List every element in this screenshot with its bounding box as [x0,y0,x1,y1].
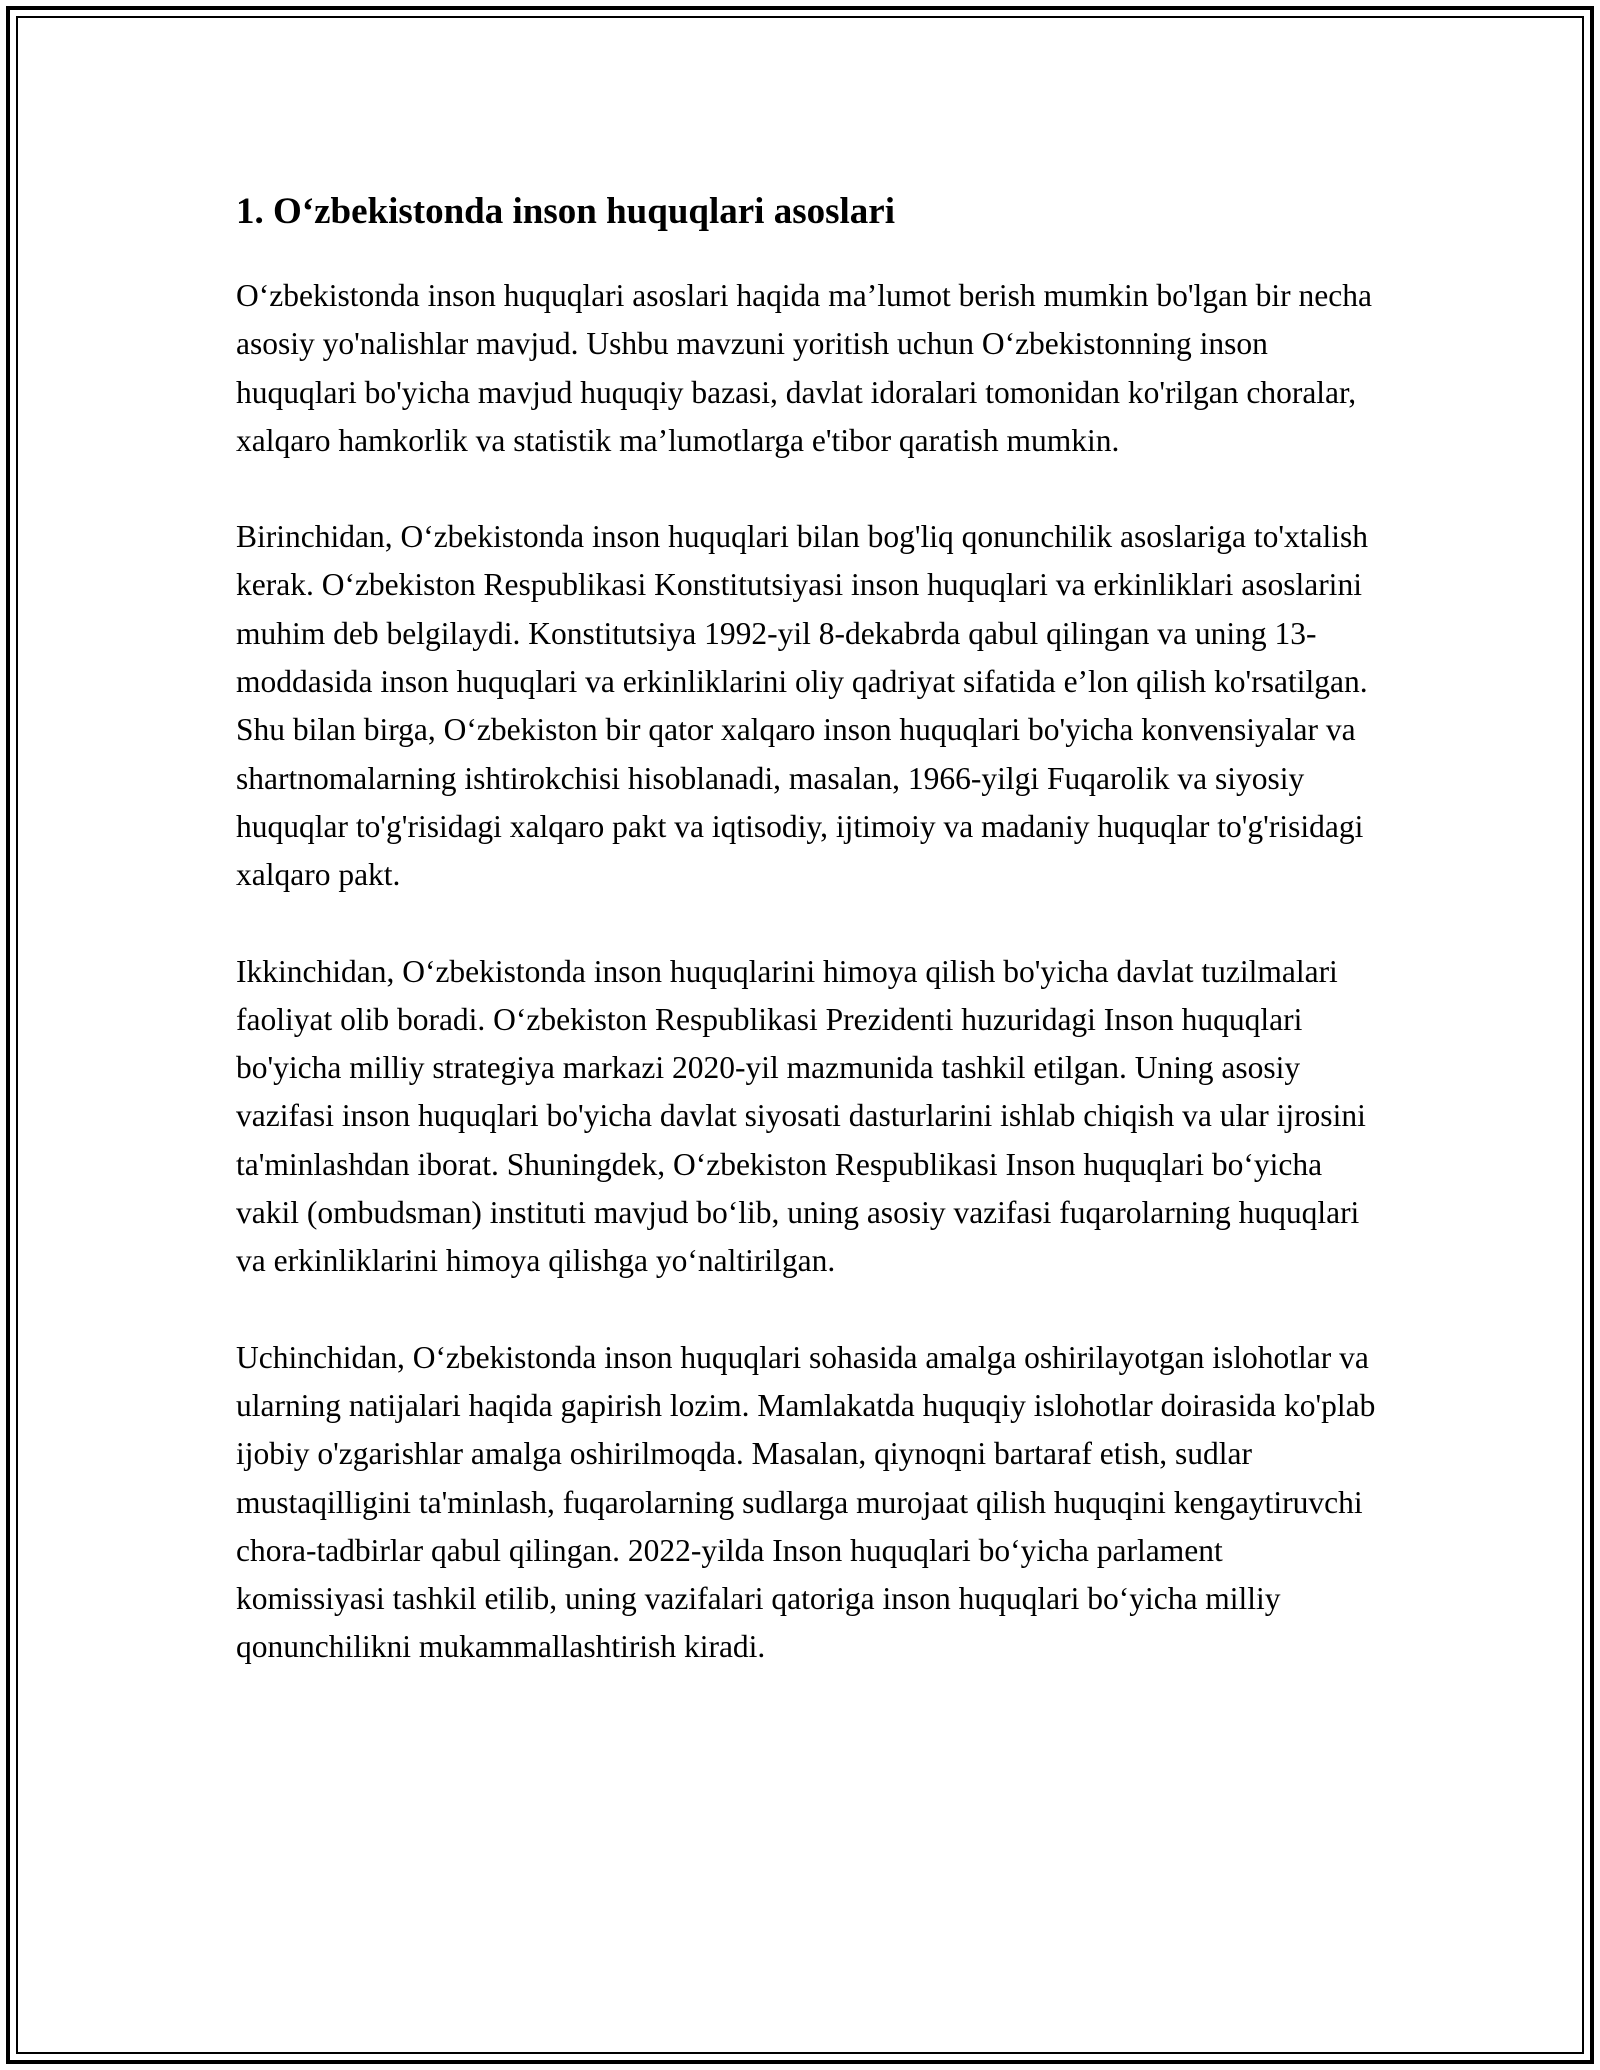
paragraph-third: Uchinchidan, O‘zbekistonda inson huquqlari sohasida amalga oshirilayotgan islohotlar va ularning natijalari haqida gapirish lozim. Mamlakatda huquqiy islohotlar doirasida ko'plab ijobiy o'zgarishlar amalga oshirilmoqda. Masalan, qiynoqni bartaraf etish, sudlar mustaqilligini ta'minlash, fuqarolarning sudlarga murojaat qilish huquqini kengaytiruvchi chora-tadbirlar qabul qilingan. 2022-yilda Inson huquqlari bo‘yicha parlament komissiyasi tashkil etilib, uning vazifalari qatoriga inson huquqlari bo‘yicha milliy qonunchilikni mukammallashtirish kiradi. [236,1339,1376,1665]
section-heading: 1. O‘zbekistonda inson huquqlari asoslari [236,191,895,232]
paragraph-intro: O‘zbekistonda inson huquqlari asoslari haqida ma’lumot berish mumkin bo'lgan bir necha asosiy yo'nalishlar mavjud. Ushbu mavzuni yoritish uchun O‘zbekistonning inson huquqlari bo'yicha mavjud huquqiy bazasi, davlat idoralari tomonidan ko'rilgan choralar, xalqaro hamkorlik va statistik ma’lumotlarga e'tibor qaratish mumkin. [236,278,1372,458]
document-body [236,186,1376,1720]
paragraph-first: Birinchidan, O‘zbekistonda inson huquqlari bilan bog'liq qonunchilik asoslariga to'xtalish kerak. O‘zbekiston Respublikasi Konstitutsiyasi inson huquqlari va erkinliklari asoslarini muhim deb belgilaydi. Konstitutsiya 1992-yil 8-dekabrda qabul qilingan va uning 13-moddasida inson huquqlari va erkinliklarini oliy qadriyat sifatida e’lon qilish ko'rsatilgan. Shu bilan birga, O‘zbekiston bir qator xalqaro inson huquqlari bo'yicha konvensiyalar va shartnomalarning ishtirokchisi hisoblanadi, masalan, 1966-yilgi Fuqarolik va siyosiy huquqlar to'g'risidagi xalqaro pakt va iqtisodiy, ijtimoiy va madaniy huquqlar to'g'risidagi xalqaro pakt. [236,519,1369,893]
paragraph-second: Ikkinchidan, O‘zbekistonda inson huquqlarini himoya qilish bo'yicha davlat tuzilmalari faoliyat olib boradi. O‘zbekiston Respublikasi Prezidenti huzuridagi Inson huquqlari bo'yicha milliy strategiya markazi 2020-yil mazmunida tashkil etilgan. Uning asosiy vazifasi inson huquqlari bo'yicha davlat siyosati dasturlarini ishlab chiqish va ular ijrosini ta'minlashdan iborat. Shuningdek, O‘zbekiston Respublikasi Inson huquqlari bo‘yicha vakil (ombudsman) instituti mavjud bo‘lib, uning asosiy vazifasi fuqarolarning huquqlari va erkinliklarini himoya qilishga yo‘naltirilgan. [236,953,1366,1279]
